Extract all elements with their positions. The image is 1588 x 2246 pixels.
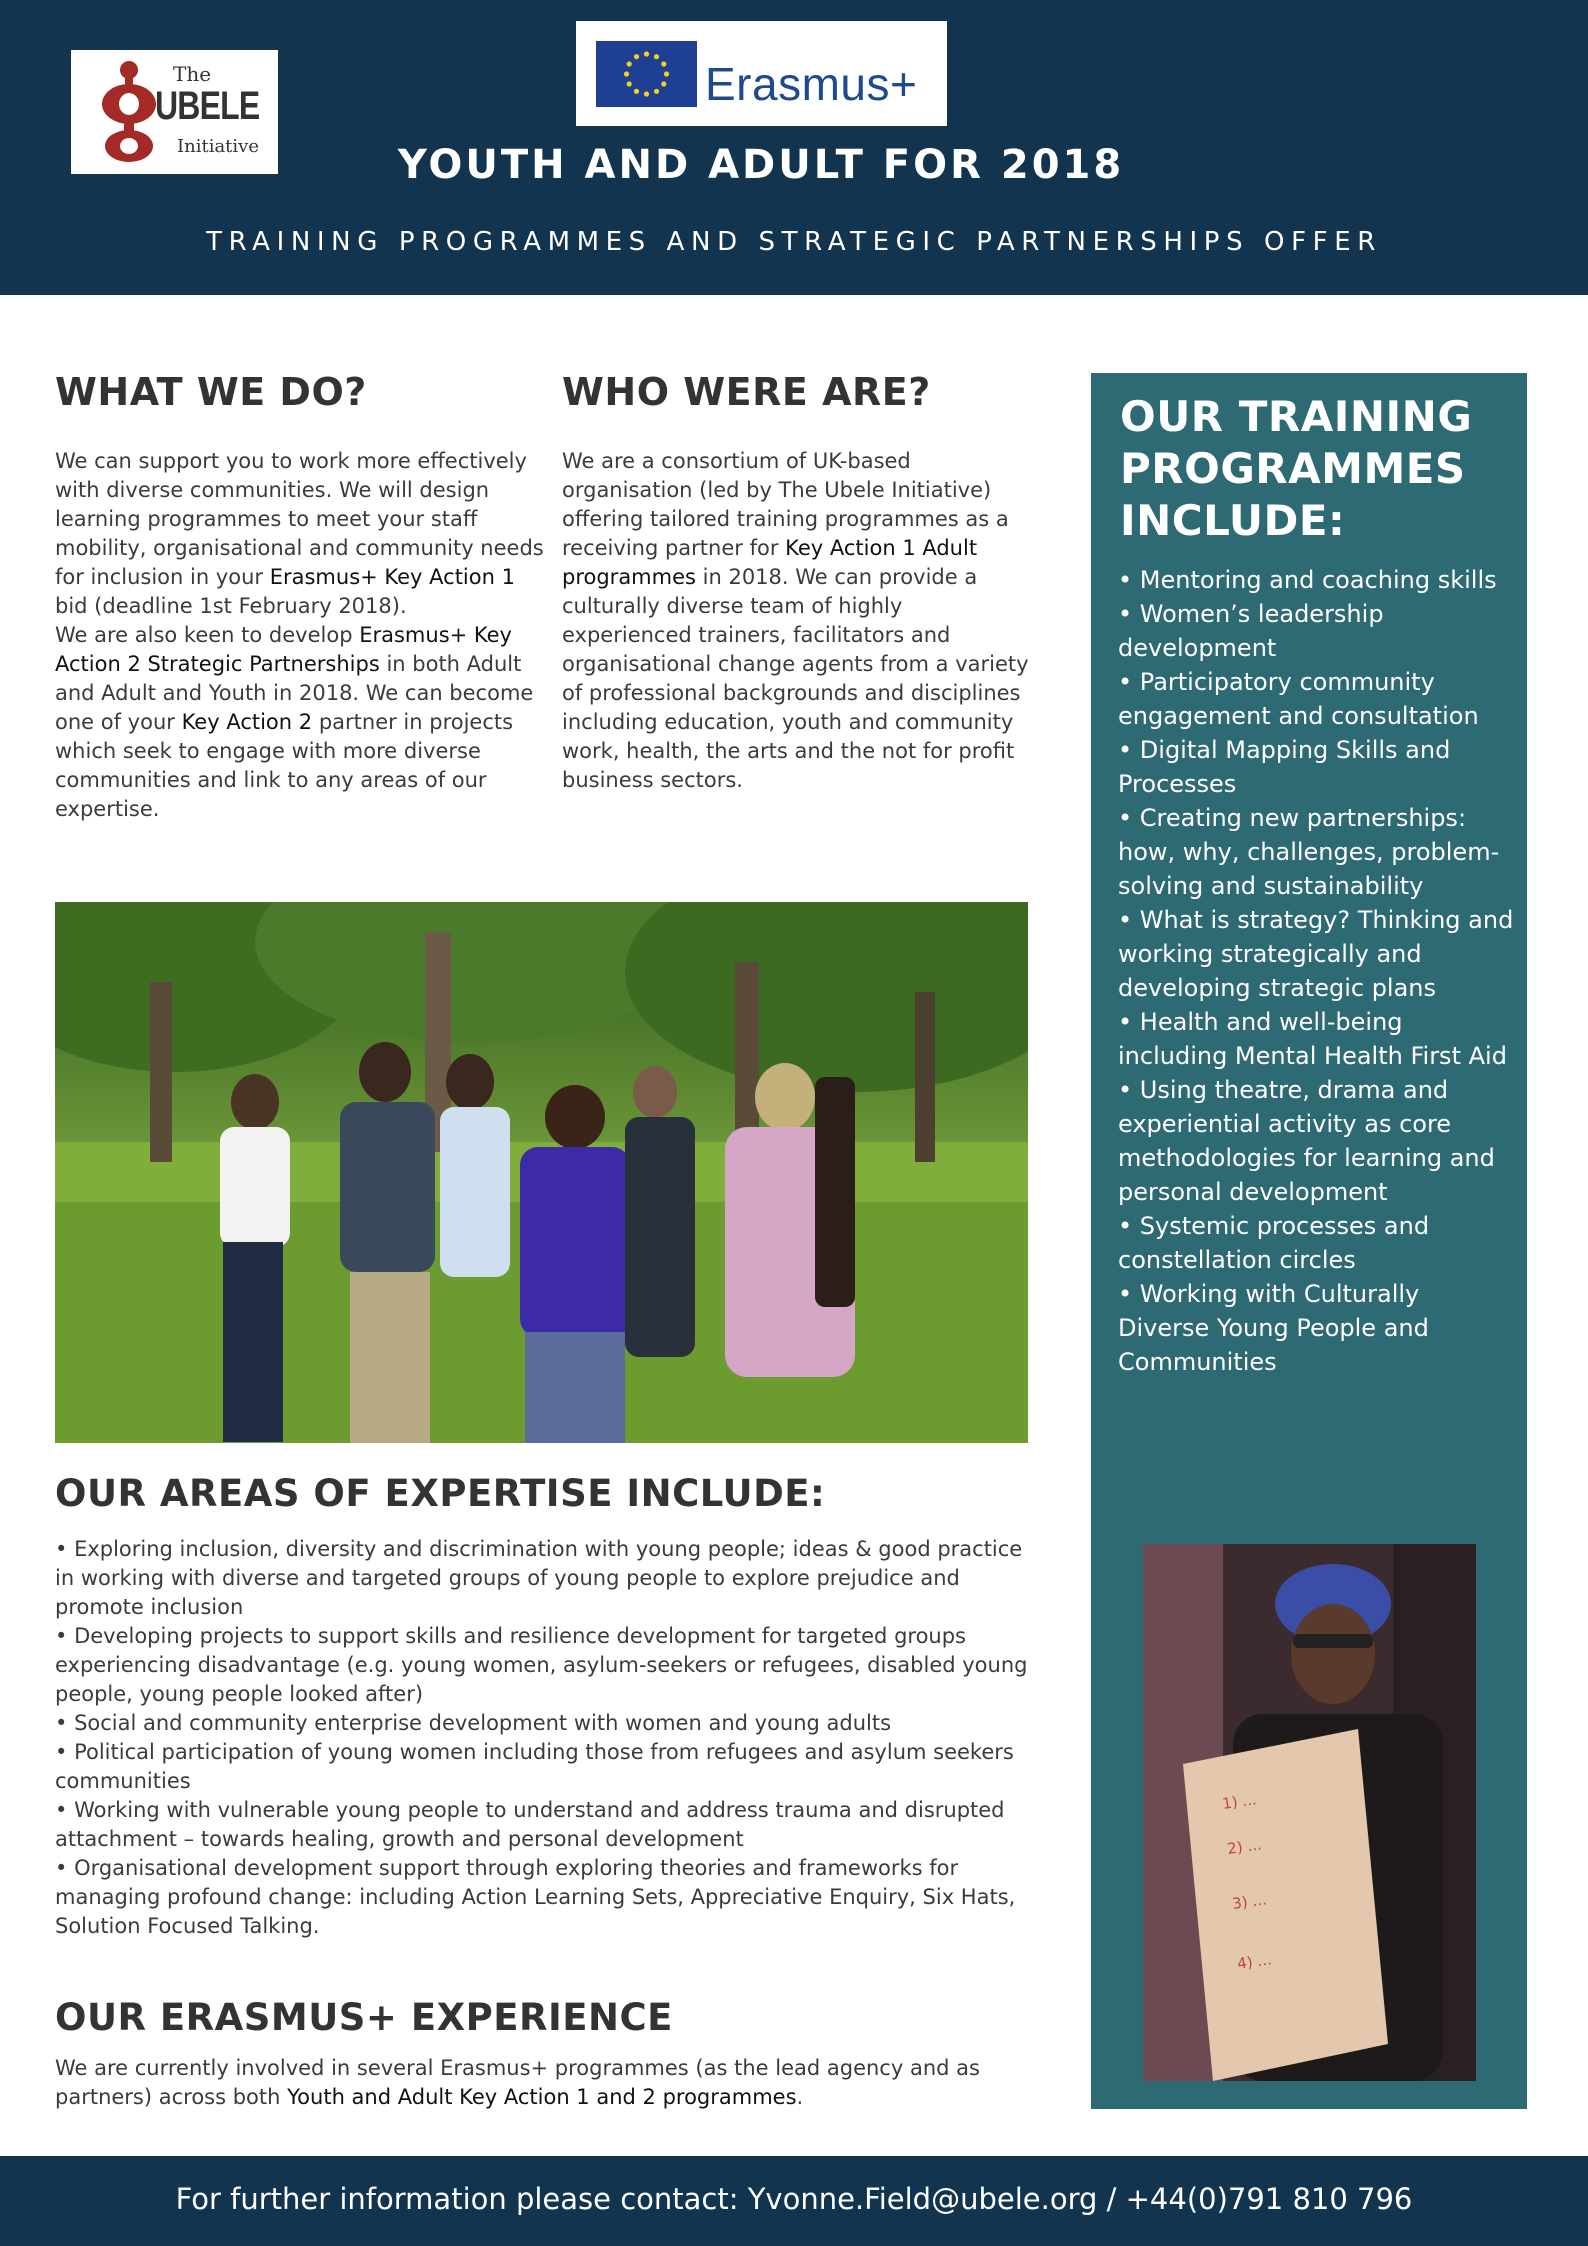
list-item: • Participatory community engagement and consultation — [1118, 665, 1518, 733]
erasmus-experience-text: We are currently involved in several Erasmus+ programmes (as the lead agency and as partners) across both Youth and Adult Key Action 1 and 2 programmes. — [55, 2056, 980, 2109]
list-item: • Health and well-being including Mental Health First Aid — [1118, 1005, 1518, 1073]
eu-star-icon — [634, 54, 639, 59]
what-we-do-p2-end: partner in projects which seek to engage with more diverse communities and link to any areas of our expertise. — [55, 710, 514, 821]
list-item: • Women’s leadership development — [1118, 597, 1518, 665]
eu-star-icon — [634, 89, 639, 94]
logo-initiative-text: Initiative — [177, 136, 259, 157]
erasmus-logo-text: Erasmus+ — [705, 58, 918, 110]
what-we-do-p2-highlight-2: Key Action 2 — [181, 710, 313, 734]
erasmus-plus-logo — [576, 21, 947, 126]
who-we-are-p1-end: in 2018. We can provide a culturally diverse team of highly experienced trainers, facilitators and organisational change agents from a variety of professional backgrounds and disciplines including education, youth and community work, health, the arts and the not for profit business sectors. — [562, 565, 1029, 792]
list-item: • Using theatre, drama and experiential activity as core methodologies for learning and personal development — [1118, 1073, 1518, 1209]
areas-of-expertise-heading: OUR AREAS OF EXPERTISE INCLUDE: — [55, 1472, 826, 1515]
group-in-park-photo — [55, 902, 1028, 1443]
speaker-holding-flipchart-photo — [1143, 1544, 1476, 2081]
list-item: • Mentoring and coaching skills — [1118, 563, 1518, 597]
list-item: • Systemic processes and constellation circles — [1118, 1209, 1518, 1277]
training-programmes-heading: OUR TRAINING PROGRAMMES INCLUDE: — [1120, 392, 1473, 545]
page-title: YOUTH AND ADULT FOR 2018 — [397, 142, 1125, 188]
contact-text: For further information please contact: Yvonne.Field@ubele.org / +44(0)791 810 796 — [175, 2182, 1413, 2216]
logo-the-text: The — [173, 62, 212, 86]
what-we-do-text — [55, 447, 545, 824]
erasmus-experience-heading: OUR ERASMUS+ EXPERIENCE — [55, 1996, 673, 2039]
list-item: • Organisational development support through exploring theories and frameworks for managing profound change: including Action Learning Sets, Appreciative Enquiry, Six Hats, Solution Focused Talking. — [55, 1856, 1016, 1938]
what-we-do-p2-highlight: Erasmus+ Key Action 2 Strategic Partnerships — [55, 623, 512, 676]
list-item: • Social and community enterprise development with women and young adults — [55, 1711, 892, 1735]
list-item: • Working with vulnerable young people to understand and address trauma and disrupted attachment – towards healing, growth and personal development — [55, 1798, 1005, 1851]
who-we-are-p1: We are a consortium of UK-based organisation (led by The Ubele Initiative) offering tailored training programmes as a receiving partner for — [562, 449, 1009, 560]
eu-flag-icon — [596, 41, 697, 107]
list-item: • Working with Culturally Diverse Young People and Communities — [1118, 1277, 1518, 1379]
eu-star-icon — [644, 91, 649, 96]
page-subtitle: TRAINING PROGRAMMES AND STRATEGIC PARTNERSHIPS OFFER — [206, 227, 1382, 257]
eu-star-icon — [654, 89, 659, 94]
areas-of-expertise-list — [55, 1535, 1035, 1941]
erasmus-experience-highlight: Youth and Adult Key Action 1 and 2 programmes — [287, 2085, 797, 2109]
logo-name-text: UBELE — [155, 84, 260, 128]
eu-star-icon — [654, 54, 659, 59]
svg-text:1) ...: 1) ... — [1221, 1790, 1258, 1813]
list-item: • Developing projects to support skills and resilience development for targeted groups experiencing disadvantage (e.g. young women, asylum-seekers or refugees, disabled young people, young people looked after) — [55, 1624, 1028, 1706]
what-we-do-heading: WHAT WE DO? — [55, 370, 367, 414]
list-item: • Digital Mapping Skills and Processes — [1118, 733, 1518, 801]
eu-star-icon — [627, 81, 632, 86]
eu-star-icon — [661, 61, 666, 66]
what-we-do-p1: We can support you to work more effectively with diverse communities. We will design learning programmes to meet your staff mobility, organisational and community needs for inclusion in your — [55, 449, 544, 589]
svg-text:2) ...: 2) ... — [1226, 1835, 1263, 1858]
list-item: • What is strategy? Thinking and working strategically and developing strategic plans — [1118, 903, 1518, 1005]
eu-star-icon — [624, 71, 629, 76]
what-we-do-p2-mid: in both Adult and Adult and Youth in 2018. We can become one of your — [55, 652, 534, 734]
who-we-are-highlight: Key Action 1 Adult programmes — [562, 536, 978, 589]
training-programmes-list — [1118, 563, 1518, 1379]
what-we-do-p2: We are also keen to develop — [55, 623, 360, 647]
contact-footer — [0, 2156, 1588, 2246]
list-item: • Creating new partnerships: how, why, challenges, problem-solving and sustainability — [1118, 801, 1518, 903]
eu-star-icon — [664, 71, 669, 76]
svg-text:4) ...: 4) ... — [1236, 1950, 1273, 1973]
what-we-do-p1-highlight: Erasmus+ Key Action 1 — [269, 565, 515, 589]
eu-star-icon — [644, 51, 649, 56]
header-banner — [0, 0, 1588, 295]
who-we-are-heading: WHO WERE ARE? — [562, 370, 931, 414]
training-programmes-sidebar — [1091, 373, 1527, 2109]
who-we-are-text — [562, 447, 1032, 795]
list-item: • Political participation of young women including those from refugees and asylum seekers communities — [55, 1740, 1014, 1793]
eu-star-icon — [661, 81, 666, 86]
eu-star-icon — [627, 61, 632, 66]
svg-text:3) ...: 3) ... — [1231, 1890, 1268, 1913]
what-we-do-p1-end: bid (deadline 1st February 2018). — [55, 594, 407, 618]
list-item: • Exploring inclusion, diversity and discrimination with young people; ideas & good practice in working with diverse and targeted groups of young people to explore prejudice and promote inclusion — [55, 1537, 1023, 1619]
